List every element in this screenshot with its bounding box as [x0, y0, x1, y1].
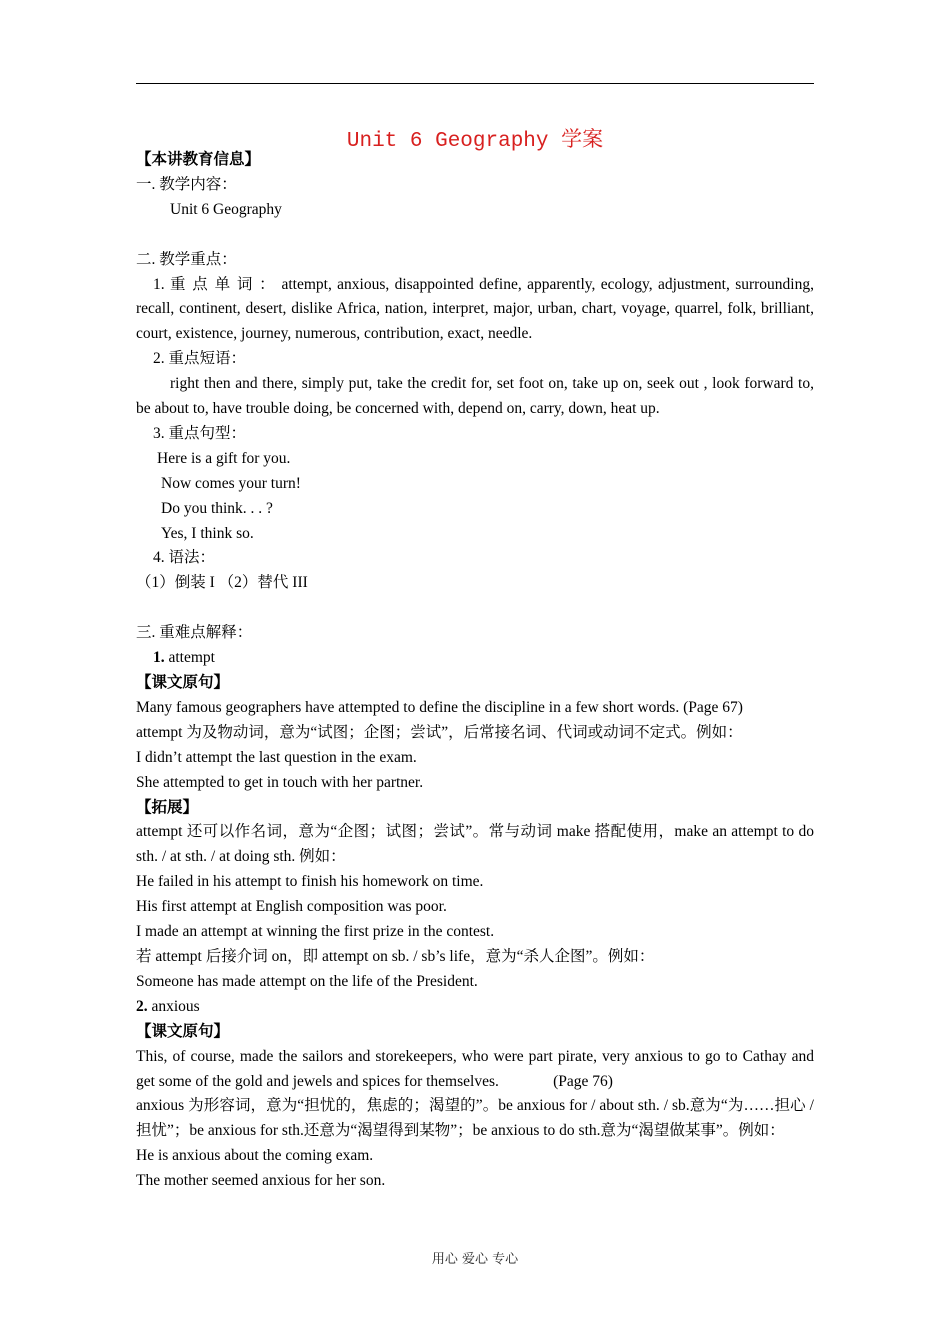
example-sentence: He is anxious about the coming exam. [136, 1147, 374, 1165]
sentence-item: Here is a gift for you. [157, 449, 291, 467]
item-1-quote: Many famous geographers have attempted to define the discipline in a few short words. (Page 67) [136, 698, 743, 716]
item-2-explanation: anxious 为形容词，意为“担忧的，焦虑的；渴望的”。be anxious for / about sth. / sb.意为“为……担心 / 担忧”；be anxious for sth.还意为“渴望得到某物”；be anxious to do sth.意为“渴望做某事”。例如： [136, 1097, 814, 1140]
grammar-body: （1）倒装 I （2）替代 III [136, 574, 308, 592]
example-sentence: She attempted to get in touch with her partner. [136, 773, 424, 791]
section-1-body: Unit 6 Geography [170, 200, 282, 218]
item-word: attempt [164, 649, 215, 667]
example-sentence: He failed in his attempt to finish his homework on time. [136, 873, 484, 891]
item-1-extension-2: 若 attempt 后接介词 on，即 attempt on sb. / sb’s life，意为“杀人企图”。例如： [136, 947, 655, 965]
item-number: 2. [136, 997, 148, 1015]
spacer [136, 596, 814, 621]
sentence-item: Do you think. . . ? [161, 499, 273, 517]
section-2-heading: 二. 教学重点： [136, 250, 237, 268]
sentence-item: Now comes your turn! [161, 474, 301, 492]
item-1-title [136, 646, 814, 671]
example-sentence: His first attempt at English composition was poor. [136, 898, 447, 916]
item-1-explanation: attempt 为及物动词，意为“试图；企图；尝试”，后常接名词、代词或动词不定式。例如： [136, 723, 743, 741]
extension-label: 【拓展】 [136, 798, 199, 816]
header-rule [136, 83, 814, 84]
key-phrases-heading: 2. 重点短语： [153, 350, 247, 368]
key-words-paragraph: 1. 重 点 单 词 ： attempt, anxious, disappointed define, apparently, ecology, adjustment, surrounding, recall, continent, desert, dislike Africa, nation, interpret, major, urban, chart, voyage, quarrel, folk, brilliant, court, existence, journey, numerous, contribution, exact, needle. [136, 275, 814, 343]
item-word: anxious [147, 997, 200, 1015]
page-footer: 用心 爱心 专心 [431, 1252, 519, 1267]
example-sentence: I didn’t attempt the last question in the exam. [136, 748, 417, 766]
sentence-item: Yes, I think so. [161, 524, 254, 542]
grammar-heading: 4. 语法： [153, 549, 216, 567]
section-info-label: 【本讲教育信息】 [136, 151, 261, 168]
item-1-extension: attempt 还可以作名词，意为“企图；试图；尝试”。常与动词 make 搭配使用，make an attempt to do sth. / at sth. / at doing sth. 例如： [136, 823, 814, 866]
original-sentence-label: 【课文原句】 [136, 674, 230, 691]
item-number: 1. [153, 649, 165, 667]
example-sentence: Someone has made attempt on the life of the President. [136, 972, 478, 990]
section-1-heading: 一. 教学内容： [136, 175, 237, 193]
item-2-title [136, 995, 814, 1020]
key-phrases-paragraph: right then and there, simply put, take the credit for, set foot on, take up on, seek out , look forward to, be about to, have trouble doing, be concerned with, depend on, carry, down, heat up. [136, 375, 814, 418]
original-sentence-label: 【课文原句】 [136, 1022, 230, 1040]
section-3-heading: 三. 重难点解释： [136, 624, 253, 642]
page-title: Unit 6 Geography 学案 [346, 130, 604, 153]
spacer [136, 223, 814, 248]
item-2-quote: This, of course, made the sailors and storekeepers, who were part pirate, very anxious to go to Cathay and get some of the gold and jewels and spices for themselves. (Page 76) [136, 1047, 818, 1090]
example-sentence: I made an attempt at winning the first prize in the contest. [136, 923, 495, 941]
example-sentence: The mother seemed anxious for her son. [136, 1172, 386, 1190]
document-body [136, 148, 818, 1194]
key-sentences-heading: 3. 重点句型： [153, 424, 247, 442]
